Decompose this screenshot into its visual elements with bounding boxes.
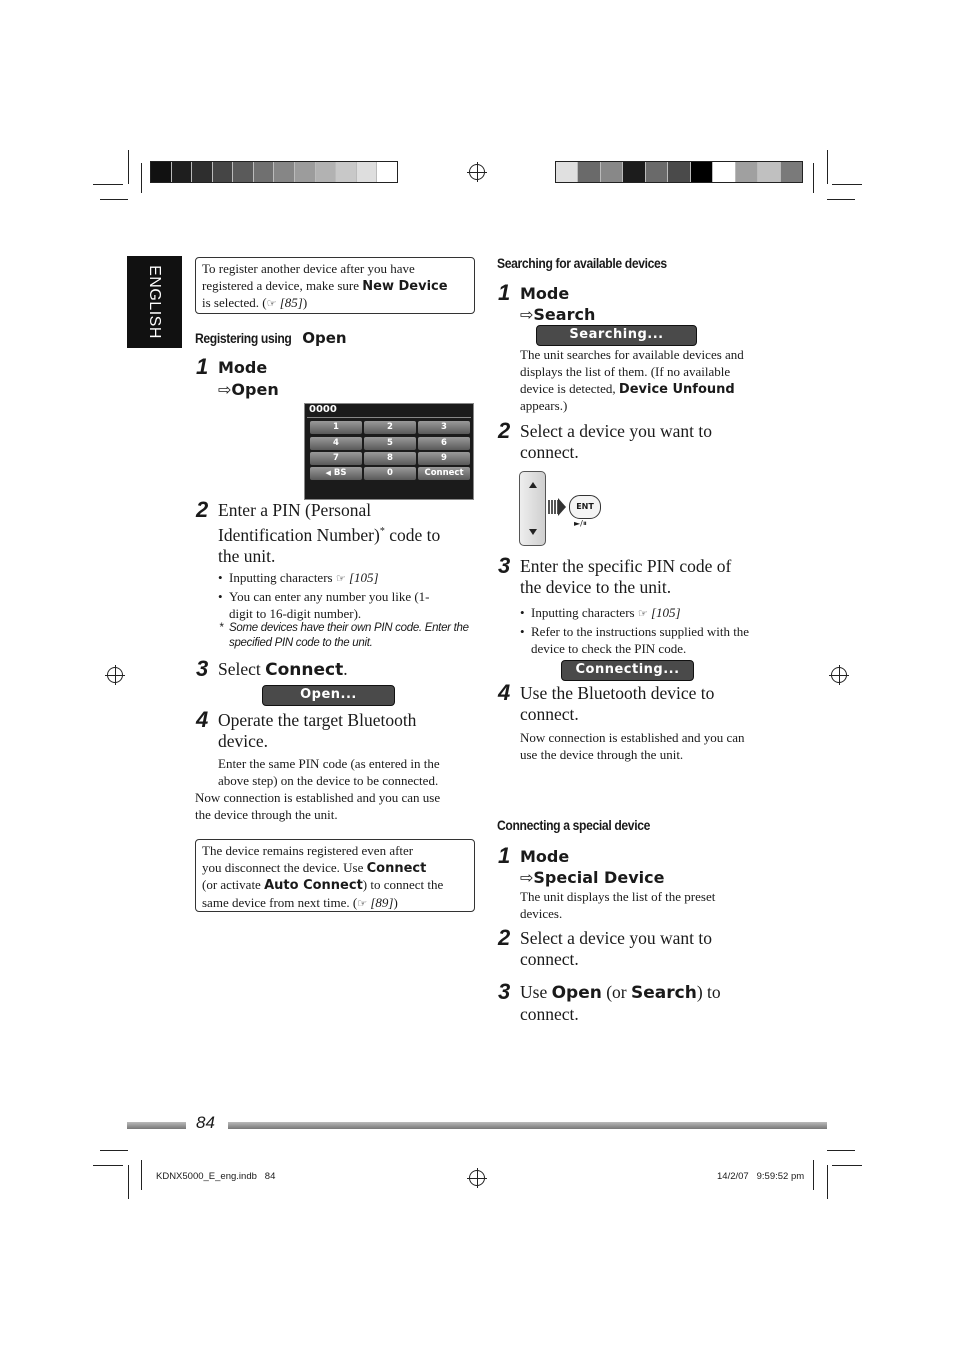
search-step-3-line2: the device to the unit. bbox=[520, 577, 672, 597]
page-number: 84 bbox=[196, 1113, 215, 1132]
device-unfound-label: Device Unfound bbox=[618, 382, 735, 397]
special-step-2-text bbox=[520, 928, 712, 970]
key-2[interactable] bbox=[364, 421, 416, 434]
color-bar-left-swatch bbox=[315, 162, 336, 182]
special-step-2-line2: connect. bbox=[520, 949, 579, 969]
key-0-label: 0 bbox=[387, 468, 393, 478]
bullet-line1: • Refer to the instructions supplied with the bbox=[531, 624, 750, 639]
key-7-label: 7 bbox=[333, 453, 339, 463]
color-bar-left-swatch bbox=[253, 162, 274, 182]
color-bar-right-swatch bbox=[645, 162, 667, 182]
special-step-2-number: 2 bbox=[498, 925, 511, 950]
search-step-3-line1: Enter the specific PIN code of bbox=[520, 556, 732, 576]
side-tab bbox=[127, 256, 182, 348]
connecting-status-pill: Connecting... bbox=[561, 660, 694, 681]
search-body-line1: The unit searches for available devices and bbox=[520, 347, 744, 362]
footnote-star: * bbox=[219, 622, 224, 634]
step-4-body1: Enter the same PIN code (as entered in the bbox=[218, 756, 440, 771]
ent-button: ENT bbox=[569, 495, 601, 519]
bullet-any-number bbox=[229, 588, 430, 622]
key-connect[interactable] bbox=[418, 467, 470, 480]
key-connect-label: Connect bbox=[424, 468, 464, 478]
color-bar-left-swatch bbox=[273, 162, 294, 182]
special-step-2-line1: Select a device you want to bbox=[520, 928, 712, 948]
special-step-3-pre: Use bbox=[520, 982, 552, 1002]
color-bar-right-swatch bbox=[667, 162, 689, 182]
key-7[interactable] bbox=[310, 452, 362, 465]
key-backspace[interactable] bbox=[310, 467, 362, 480]
color-bar-right-swatch bbox=[600, 162, 622, 182]
step-3-text bbox=[218, 659, 348, 681]
special-body1: The unit displays the list of the preset bbox=[520, 889, 716, 904]
open-label: Open bbox=[551, 983, 602, 1003]
step-4-number: 4 bbox=[196, 707, 209, 732]
page-ref: [105] bbox=[345, 570, 379, 585]
step-2-line2: Identification Number) bbox=[218, 524, 380, 545]
footer-bar-right bbox=[228, 1122, 827, 1129]
color-bar-right-swatch bbox=[757, 162, 779, 182]
color-bar-left-swatch bbox=[356, 162, 377, 182]
color-bar-left-swatch bbox=[232, 162, 253, 182]
color-bar-right bbox=[555, 161, 803, 183]
search-body-line3 bbox=[520, 380, 735, 398]
step-4-line1: Operate the target Bluetooth bbox=[218, 710, 417, 730]
section-title-registering bbox=[195, 329, 347, 348]
color-bar-left-swatch bbox=[376, 162, 397, 182]
registration-mark-right bbox=[831, 667, 847, 683]
reference-icon: ☞ bbox=[335, 572, 346, 585]
key-4-label: 4 bbox=[333, 438, 339, 448]
search-step-4-number: 4 bbox=[498, 680, 511, 705]
bullet-text: Inputting characters bbox=[229, 570, 336, 585]
step-1-number: 1 bbox=[196, 354, 209, 379]
step-2-number: 2 bbox=[196, 497, 209, 522]
search-step-1-mode: Mode bbox=[520, 284, 570, 303]
step-2-line1: Enter a PIN (Personal bbox=[218, 500, 372, 520]
arrow-icon: ⇨ bbox=[520, 868, 534, 887]
search-step-4-line2: connect. bbox=[520, 704, 579, 724]
step-1-mode: Mode bbox=[218, 358, 268, 377]
color-bar-left-swatch bbox=[335, 162, 356, 182]
special-step-3-post: ) to bbox=[696, 982, 721, 1002]
special-step-3-mid: (or bbox=[601, 982, 632, 1002]
key-2-label: 2 bbox=[387, 422, 393, 432]
search-step-1-number: 1 bbox=[498, 280, 511, 305]
reference-icon: ☞ bbox=[357, 896, 368, 910]
color-bar-right-swatch bbox=[735, 162, 757, 182]
bullet-line2: digit to 16-digit number). bbox=[229, 606, 362, 621]
step-4-body3: Now connection is established and you can use bbox=[195, 790, 441, 805]
section-title-searching: Searching for available devices bbox=[497, 256, 667, 271]
step-2-line3: the unit. bbox=[218, 545, 276, 566]
note-bottom-line3: (or activate bbox=[202, 877, 265, 892]
note-bottom-line3-post: ) to connect the bbox=[362, 877, 444, 892]
color-bar-right-swatch bbox=[556, 162, 577, 182]
page-ref: [89] bbox=[367, 894, 394, 910]
pin-display: 0000 bbox=[309, 404, 337, 415]
step-2-line2-post: code to bbox=[384, 524, 441, 545]
color-bar-right-swatch bbox=[577, 162, 599, 182]
note-bottom-line2: you disconnect the device. Use bbox=[202, 859, 367, 875]
color-bar-right-swatch bbox=[780, 162, 802, 182]
color-bar-left-swatch bbox=[212, 162, 233, 182]
down-arrow-icon bbox=[529, 529, 537, 535]
connect-label: Connect bbox=[265, 660, 344, 680]
search-step-3-number: 3 bbox=[498, 553, 511, 578]
registration-mark-top bbox=[469, 164, 485, 180]
key-6[interactable] bbox=[418, 437, 470, 450]
footnote-mark: * bbox=[379, 526, 385, 537]
bullet-line2: device to check the PIN code. bbox=[531, 641, 687, 656]
color-bar-right-swatch bbox=[712, 162, 734, 182]
step-2-text bbox=[218, 500, 440, 567]
search-step-2-line2: connect. bbox=[520, 442, 579, 462]
special-step-3-text bbox=[520, 982, 721, 1025]
key-1[interactable] bbox=[310, 421, 362, 434]
bullet-inputting-characters bbox=[229, 569, 379, 587]
note-top-line2: registered a device, make sure bbox=[202, 277, 363, 293]
search-step-4-body2: use the device through the unit. bbox=[520, 747, 684, 762]
key-4[interactable] bbox=[310, 437, 362, 450]
key-9-label: 9 bbox=[441, 453, 447, 463]
bullet-line1: • You can enter any number you like (1- bbox=[229, 589, 430, 604]
section-title-special: Connecting a special device bbox=[497, 818, 651, 833]
footer-bar-left bbox=[127, 1122, 186, 1129]
special-body2: devices. bbox=[520, 906, 563, 921]
backspace-icon: ◀ bbox=[325, 469, 331, 477]
page-ref: [85] bbox=[276, 295, 303, 310]
color-bar-left-swatch bbox=[294, 162, 315, 182]
key-3[interactable] bbox=[418, 421, 470, 434]
page-ref: [105] bbox=[647, 605, 681, 620]
search-label: Search bbox=[631, 983, 697, 1003]
reference-icon: ☞ bbox=[266, 297, 277, 310]
connect-label: Connect bbox=[366, 860, 427, 876]
search-body-line2: displays the list of them. (If no available bbox=[520, 364, 731, 379]
step-1-open-label: Open bbox=[231, 380, 279, 399]
footnote-line1: Some devices have their own PIN code. Enter the bbox=[229, 622, 469, 634]
color-bar-right-swatch bbox=[622, 162, 644, 182]
arrow-icon: ⇨ bbox=[218, 380, 232, 399]
search-step-3-text bbox=[520, 556, 731, 598]
color-bar-left-swatch bbox=[151, 162, 171, 182]
up-arrow-icon bbox=[529, 482, 537, 488]
note-top-paren: ) bbox=[302, 295, 308, 310]
up-down-rocker bbox=[519, 471, 546, 546]
color-bar-left bbox=[150, 161, 398, 183]
step-4-body2: above step) on the device to be connected. bbox=[218, 773, 439, 788]
search-step-2-text bbox=[520, 421, 712, 463]
note-top-line1: To register another device after you have bbox=[202, 261, 415, 276]
search-step-4-text bbox=[520, 683, 714, 725]
key-bs-label: BS bbox=[333, 468, 347, 478]
step-4-text bbox=[218, 710, 416, 752]
auto-connect-label: Auto Connect bbox=[264, 878, 363, 893]
search-body-line4: appears.) bbox=[520, 398, 568, 413]
arrow-icon: ⇨ bbox=[520, 305, 534, 324]
search-body-line3-pre: device is detected, bbox=[520, 381, 619, 396]
registration-mark-left bbox=[107, 667, 123, 683]
side-tab-label: ENGLISH bbox=[146, 265, 163, 339]
open-status-pill: Open... bbox=[262, 685, 395, 706]
footnote-line2: specified PIN code to the unit. bbox=[229, 637, 373, 649]
footer-file: KDNX5000_E_eng.indb 84 bbox=[156, 1171, 276, 1182]
note-bottom-line1: The device remains registered even after bbox=[202, 843, 414, 858]
special-step-3-number: 3 bbox=[498, 979, 511, 1004]
note-top-line3: is selected. ( bbox=[202, 295, 267, 310]
pin-keypad-screen bbox=[304, 403, 474, 500]
note-top bbox=[195, 257, 475, 314]
bullet-inputting-characters bbox=[531, 604, 681, 622]
key-8[interactable] bbox=[364, 452, 416, 465]
special-step-1-mode: Mode bbox=[520, 847, 570, 866]
key-8-label: 8 bbox=[387, 453, 393, 463]
new-device-label: New Device bbox=[362, 278, 448, 294]
special-step-3-line2: connect. bbox=[520, 1004, 579, 1024]
key-1-label: 1 bbox=[333, 422, 339, 432]
color-bar-right-swatch bbox=[690, 162, 712, 182]
key-3-label: 3 bbox=[441, 422, 447, 432]
step-3-number: 3 bbox=[196, 656, 209, 681]
key-5[interactable] bbox=[364, 437, 416, 450]
registration-mark-bottom bbox=[469, 1170, 485, 1186]
special-step-1-number: 1 bbox=[498, 843, 511, 868]
key-9[interactable] bbox=[418, 452, 470, 465]
control-illustration bbox=[518, 471, 608, 547]
step-4-body4: the device through the unit. bbox=[195, 807, 338, 822]
color-bar-left-swatch bbox=[191, 162, 212, 182]
search-step-2-line1: Select a device you want to bbox=[520, 421, 712, 441]
search-step-4-body1: Now connection is established and you can bbox=[520, 730, 745, 745]
search-step-2-number: 2 bbox=[498, 418, 511, 443]
step-4-line2: device. bbox=[218, 731, 269, 751]
key-5-label: 5 bbox=[387, 438, 393, 448]
note-bottom-line4: same device from next time. ( bbox=[202, 894, 358, 910]
bullet-refer-instructions bbox=[531, 623, 749, 657]
searching-status-pill: Searching... bbox=[536, 325, 697, 346]
step-1-open bbox=[218, 379, 279, 400]
step-3-period: . bbox=[343, 659, 348, 679]
section-title-text: Registering using bbox=[195, 331, 292, 346]
reference-icon: ☞ bbox=[637, 607, 648, 620]
bullet-text: Inputting characters bbox=[531, 605, 638, 620]
footer-date: 14/2/07 9:59:52 pm bbox=[717, 1171, 805, 1182]
right-arrow-icon bbox=[548, 500, 558, 514]
footnote bbox=[219, 621, 469, 651]
key-6-label: 6 bbox=[441, 438, 447, 448]
right-arrow-head-icon bbox=[558, 498, 566, 516]
search-step-4-line1: Use the Bluetooth device to bbox=[520, 683, 715, 703]
special-step-1-special bbox=[520, 867, 664, 888]
search-label: Search bbox=[533, 305, 596, 324]
section-title-bold: Open bbox=[302, 329, 347, 347]
note-bottom bbox=[195, 839, 475, 912]
special-device-label: Special Device bbox=[533, 868, 665, 887]
color-bar-left-swatch bbox=[171, 162, 192, 182]
step-3-pre: Select bbox=[218, 659, 266, 679]
note-bottom-paren: ) bbox=[393, 894, 398, 910]
play-pause-icon: ►/⏸ bbox=[574, 519, 587, 528]
key-0[interactable] bbox=[364, 467, 416, 480]
search-step-1-search bbox=[520, 304, 595, 325]
